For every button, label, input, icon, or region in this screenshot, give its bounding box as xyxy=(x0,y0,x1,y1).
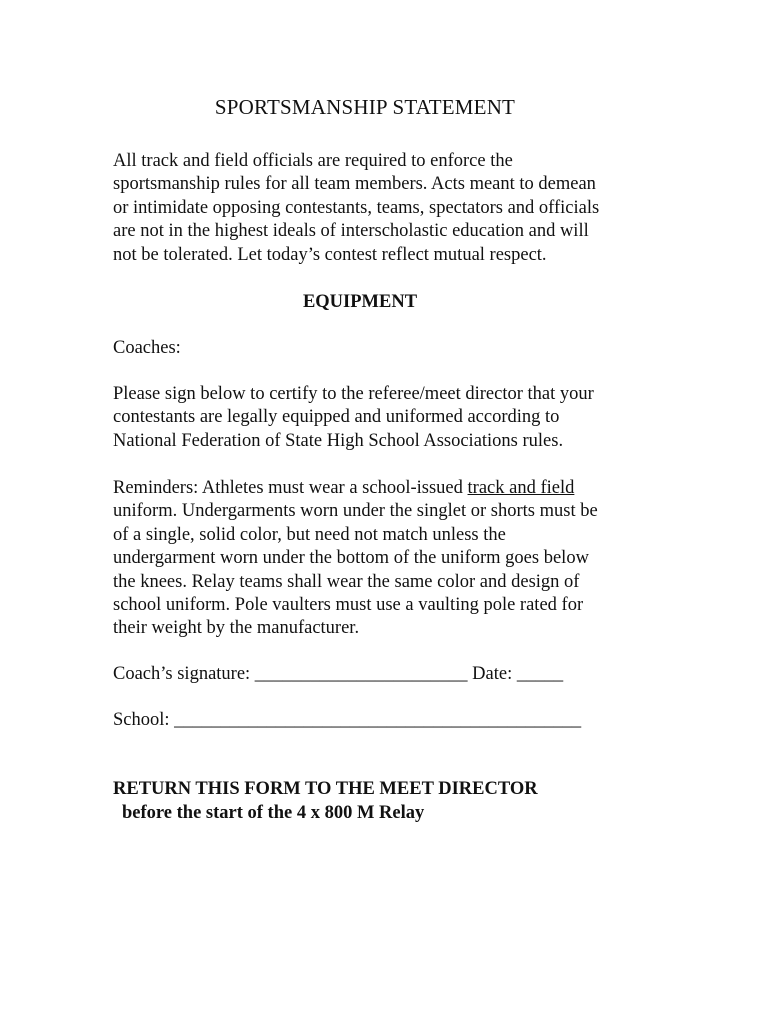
paragraph-line: or intimidate opposing contestants, teams, spectators and officials xyxy=(113,197,600,218)
paragraph-line: uniform. Undergarments worn under the singlet or shorts must be xyxy=(113,501,598,522)
page-title: SPORTSMANSHIP STATEMENT xyxy=(214,95,516,119)
paragraph-line: sportsmanship rules for all team members. Acts meant to demean xyxy=(113,174,596,195)
school-field xyxy=(113,709,673,732)
paragraph-line: contestants are legally equipped and uniformed according to xyxy=(113,407,560,428)
sportsmanship-paragraph xyxy=(113,150,673,267)
school-line: School: ____________________________________________ xyxy=(113,710,582,730)
signature-line: Coach’s signature: _______________________ Date: _____ xyxy=(113,664,564,684)
paragraph-line xyxy=(113,477,673,500)
reminders-prefix: Reminders: Athletes must wear a school-issued xyxy=(113,478,468,498)
paragraph-line: National Federation of State High School Associations rules. xyxy=(113,430,564,451)
coaches-label xyxy=(113,337,673,360)
paragraph-line: school uniform. Pole vaulters must use a vaulting pole rated for xyxy=(113,595,584,616)
paragraph-line: the knees. Relay teams shall wear the same color and design of xyxy=(113,571,580,592)
reminders-paragraph xyxy=(113,477,673,641)
return-instruction: RETURN THIS FORM TO THE MEET DIRECTOR xyxy=(113,779,538,799)
certify-paragraph xyxy=(113,383,673,453)
coaches-text: Coaches: xyxy=(113,338,181,358)
paragraph-line: their weight by the manufacturer. xyxy=(113,618,360,639)
paragraph-line: of a single, solid color, but need not match unless the xyxy=(113,524,506,545)
paragraph-line: All track and field officials are required to enforce the xyxy=(113,151,513,171)
paragraph-line: are not in the highest ideals of interscholastic education and will xyxy=(113,221,589,242)
underlined-text: track and field xyxy=(467,478,575,498)
paragraph-line: not be tolerated. Let today’s contest reflect mutual respect. xyxy=(113,244,547,265)
signature-field xyxy=(113,663,673,686)
return-deadline: before the start of the 4 x 800 M Relay xyxy=(122,803,425,823)
paragraph-line: undergarment worn under the bottom of the uniform goes below xyxy=(113,548,589,569)
equipment-heading: EQUIPMENT xyxy=(302,292,418,312)
paragraph-line: Please sign below to certify to the referee/meet director that your xyxy=(113,384,594,404)
